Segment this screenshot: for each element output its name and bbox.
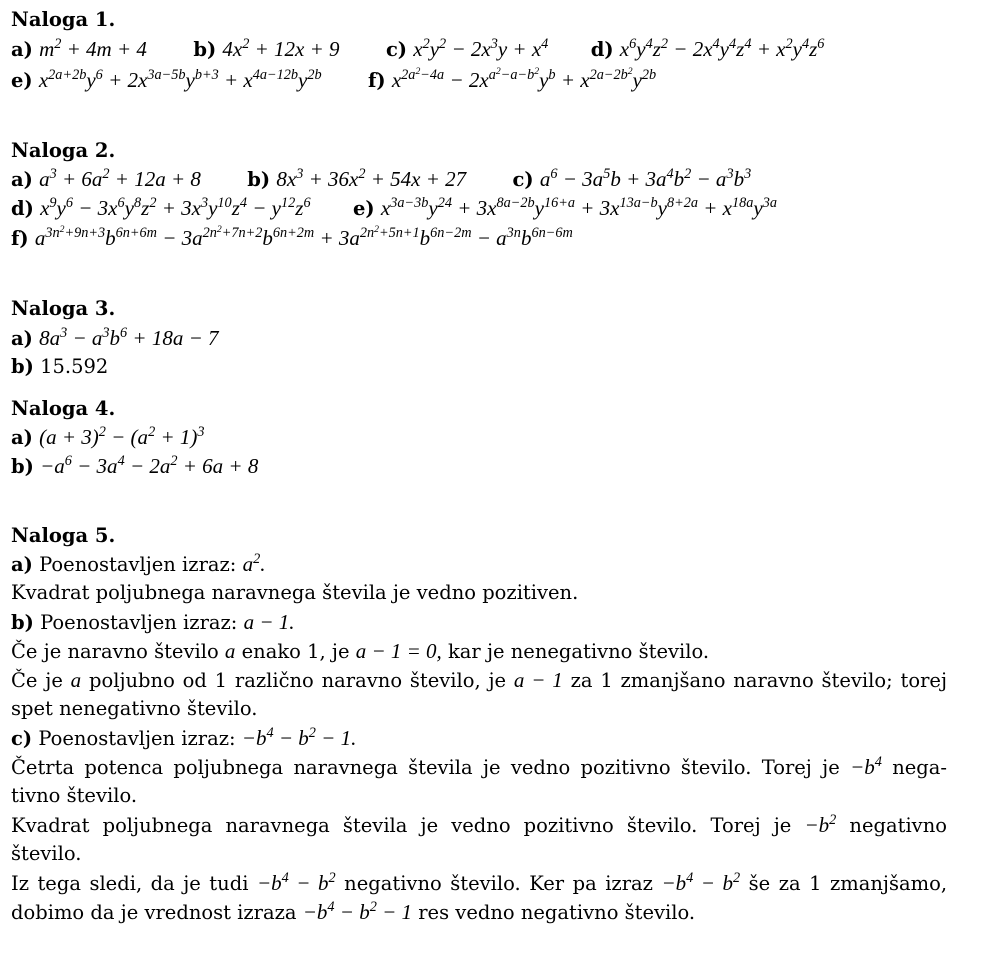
label-1d: d) bbox=[590, 38, 614, 61]
text-segment: Kvadrat poljubnega naravnega števila je vedno pozitivno število. Torej je bbox=[11, 814, 792, 837]
text-segment: za 1 zmanjšano naravno število; torej bbox=[570, 669, 947, 692]
expr-2b: $8x^3 + 36x^2 + 54x + 27$ bbox=[276, 166, 467, 191]
label-1c: c) bbox=[385, 38, 408, 61]
task-1-row-2 bbox=[11, 65, 657, 93]
math-expr: a − 1 bbox=[513, 668, 563, 692]
label-2f: f) bbox=[11, 227, 29, 250]
text-segment: negativno bbox=[849, 814, 948, 837]
task-4-b bbox=[11, 454, 258, 479]
simplified-label-c: Poenostavljen izraz: bbox=[38, 727, 236, 750]
math-expr: $-b^2$ bbox=[804, 812, 837, 837]
label-2e: e) bbox=[353, 197, 375, 220]
text-5c-3 bbox=[11, 813, 947, 862]
text-5b-3: spet nenegativno število. bbox=[11, 697, 258, 720]
text-segment: Če je bbox=[11, 669, 63, 692]
expr-5b: a − 1. bbox=[243, 610, 295, 634]
text-segment: dobimo da je vrednost izraza bbox=[11, 901, 297, 924]
text-segment: še za 1 zmanjšamo, bbox=[748, 872, 948, 895]
task-1-title: Naloga 1. bbox=[11, 8, 116, 31]
expr-5c: $-b^4 - b^2 - 1$. bbox=[241, 725, 357, 750]
text-segment: Četrta potenca poljubnega naravnega števila je vedno pozitivno število. Torej je bbox=[11, 756, 840, 779]
label-5a: a) bbox=[11, 553, 33, 576]
text-segment: Iz tega sledi, da je tudi bbox=[11, 872, 249, 895]
label-2c: c) bbox=[512, 168, 534, 191]
label-4b: b) bbox=[11, 455, 34, 478]
label-3b: b) bbox=[11, 355, 34, 378]
label-1f: f) bbox=[368, 69, 386, 92]
label-1a: a) bbox=[11, 38, 33, 61]
expr-2e: $x^{3a-3b}y^{24} + 3x^{8a-2b}y^{16+a} + 3x^{13a-b}y^{8+2a} + x^{18a}y^{3a}$ bbox=[380, 195, 778, 220]
text-5c-1 bbox=[11, 755, 947, 804]
text-segment: poljubno od 1 različno naravno število, je bbox=[88, 669, 507, 692]
task-3-a bbox=[11, 326, 219, 351]
expr-4a: $(a + 3)^2 - (a^2 + 1)^3$ bbox=[39, 424, 205, 449]
task-2-row-1 bbox=[11, 167, 751, 192]
text-5c-4: število. bbox=[11, 842, 82, 865]
expr-2c: $a^6 - 3a^5b + 3a^4b^2 - a^3b^3$ bbox=[539, 166, 752, 191]
text-segment: Če je naravno število bbox=[11, 640, 219, 663]
task-4-title: Naloga 4. bbox=[11, 397, 116, 420]
task-4-a bbox=[11, 425, 205, 450]
text-segment: negativno število. Ker pa izraz bbox=[344, 872, 653, 895]
expr-1a: $m^2 + 4m + 4$ bbox=[39, 36, 147, 61]
task-1-row-1 bbox=[11, 37, 824, 62]
math-expr: $-b^4 - b^2$ bbox=[661, 870, 741, 895]
task-3-b bbox=[11, 355, 108, 379]
task-5-c bbox=[11, 726, 356, 751]
task-2-row-2 bbox=[11, 196, 777, 221]
text-5b-1 bbox=[11, 639, 709, 664]
expr-2a: $a^3 + 6a^2 + 12a + 8$ bbox=[39, 166, 201, 191]
value-3b: 15.592 bbox=[40, 355, 109, 378]
label-5b: b) bbox=[11, 611, 34, 634]
expr-3a: $8a^3 - a^3b^6 + 18a - 7$ bbox=[39, 325, 219, 350]
math-var: a bbox=[224, 639, 236, 663]
text-5c-6 bbox=[11, 900, 695, 925]
label-3a: a) bbox=[11, 327, 33, 350]
label-2a: a) bbox=[11, 168, 33, 191]
expr-1e: $x^{2a+2b}y^6 + 2x^{3a-5b}y^{b+3} + x^{4a-12b}y^{2b}$ bbox=[38, 67, 322, 92]
simplified-label-b: Poenostavljen izraz: bbox=[40, 611, 238, 634]
text-segment: kar je nenegativno število. bbox=[447, 640, 710, 663]
math-expr: a − 1 = 0, bbox=[355, 639, 442, 663]
text-segment: res vedno negativno število. bbox=[418, 901, 696, 924]
expr-2f: $a^{3n^2+9n+3}b^{6n+6m} - 3a^{2n^2+7n+2}b^{6n+2m} + 3a^{2n^2+5n+1}b^{6n-2m} - a^{3n}b^{6n-6m}$ bbox=[34, 223, 573, 250]
expr-1c: $x^2y^2 - 2x^3y + x^4$ bbox=[413, 36, 549, 61]
math-expr: $-b^4 - b^2$ bbox=[256, 870, 336, 895]
task-2-title: Naloga 2. bbox=[11, 139, 116, 162]
expr-1f: $x^{2a^2-4a} - 2x^{a^2-a-b^2}y^b + x^{2a-2b^2}y^{2b}$ bbox=[391, 65, 657, 92]
label-1b: b) bbox=[193, 38, 217, 61]
text-segment: enako 1, je bbox=[241, 640, 350, 663]
label-5c: c) bbox=[11, 727, 33, 750]
math-expr: $-b^4$ bbox=[850, 754, 882, 779]
text-segment: nega- bbox=[892, 756, 947, 779]
label-1e: e) bbox=[11, 69, 33, 92]
expr-2d: $x^9y^6 - 3x^6y^8z^2 + 3x^3y^{10}z^4 - y^{12}z^6$ bbox=[40, 195, 311, 220]
label-2d: d) bbox=[11, 197, 34, 220]
task-3-title: Naloga 3. bbox=[11, 297, 116, 320]
text-5c-2: tivno število. bbox=[11, 784, 138, 807]
expr-1b: $4x^2 + 12x + 9$ bbox=[222, 36, 340, 61]
math-var: a bbox=[70, 668, 82, 692]
expr-4b: $-a^6 - 3a^4 - 2a^2 + 6a + 8$ bbox=[40, 453, 259, 478]
expr-1d: $x^6y^4z^2 - 2x^4y^4z^4 + x^2y^4z^6$ bbox=[619, 36, 825, 61]
task-5-a bbox=[11, 552, 265, 577]
simplified-label-a: Poenostavljen izraz: bbox=[39, 553, 237, 576]
task-5-title: Naloga 5. bbox=[11, 524, 116, 547]
label-4a: a) bbox=[11, 426, 33, 449]
text-5a: Kvadrat poljubnega naravnega števila je vedno pozitiven. bbox=[11, 581, 579, 604]
expr-5a: $a^2$. bbox=[242, 551, 266, 576]
label-2b: b) bbox=[247, 168, 271, 191]
task-5-b bbox=[11, 610, 294, 635]
math-expr: $-b^4 - b^2 - 1$ bbox=[302, 899, 413, 924]
task-2-row-3 bbox=[11, 223, 573, 251]
